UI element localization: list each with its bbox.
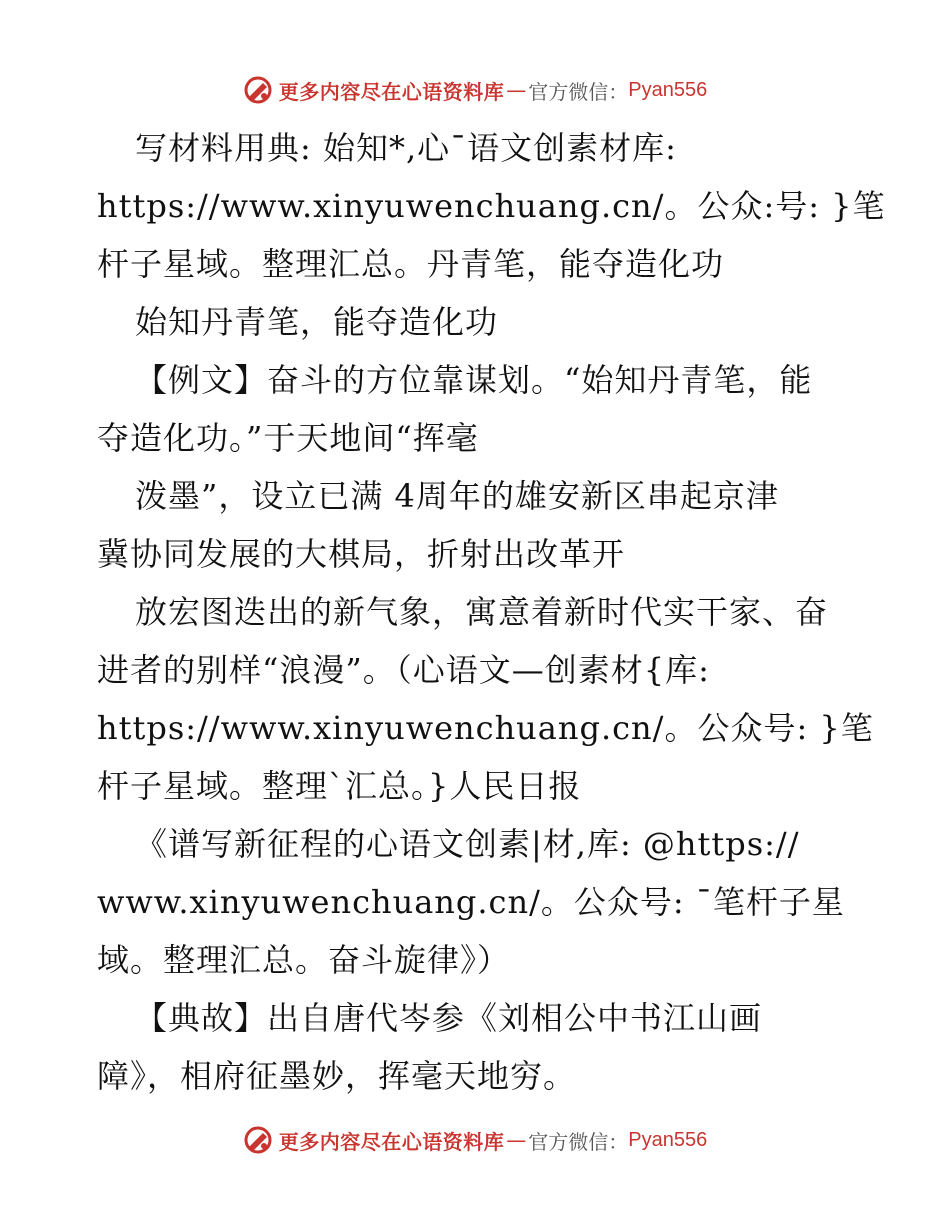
banner-text: 更多内容尽在心语资料库 [278,79,505,104]
banner-wechat-label: 官方微信： [528,79,629,104]
text-line: 杆子星域。整理汇总。丹青笔，能夺造化功 [97,245,725,283]
footer-banner [0,1120,950,1160]
header-banner [0,70,950,110]
text-line: 夺造化功。”于天地间“挥毫 [97,419,479,457]
text-line: 写材料用典: 始知*,心¯语文创素材库: [135,129,677,167]
banner-wechat-id: Pyan556 [628,78,708,101]
text-line: 域。整理汇总。奋斗旋律》） [97,941,511,979]
banner-separator: — [506,78,527,102]
text-line: 泼墨”，设立已满 4周年的雄安新区串起京津 [135,477,779,515]
text-line: 放宏图迭出的新气象，寓意着新时代实干家、奋 [135,593,829,631]
text-line: 始知丹青笔，能夺造化功 [135,303,499,341]
text-line: 《谱写新征程的心语文创素|材,库: @https:// [135,825,800,863]
banner-text: 更多内容尽在心语资料库 [278,1129,505,1154]
text-line: 【典故】出自唐代岑参《刘相公中书江山画 [135,999,763,1037]
xinyu-logo-icon [243,1125,273,1155]
xinyu-logo-icon [243,75,273,105]
text-line: 进者的别样“浪漫”。（心语文—创素材{库: [97,651,710,689]
text-line: www.xinyuwenchuang.cn/。公众号: ¯笔杆子星 [97,883,845,921]
text-line: 冀协同发展的大棋局，折射出改革开 [97,535,626,573]
banner-wechat-id: Pyan556 [628,1128,708,1151]
banner-separator: — [506,1128,527,1152]
text-line: https://www.xinyuwenchuang.cn/。公众:号: }笔 [97,187,886,225]
text-line: 【例文】奋斗的方位靠谋划。“始知丹青笔，能 [135,361,813,399]
banner-wechat-label: 官方微信： [528,1129,629,1154]
text-line: https://www.xinyuwenchuang.cn/。公众号: }笔 [97,709,874,747]
text-line: 障》，相府征墨妙，挥毫天地穷。 [97,1057,577,1095]
text-line: 杆子星域。整理`汇总。}人民日报 [97,767,582,805]
